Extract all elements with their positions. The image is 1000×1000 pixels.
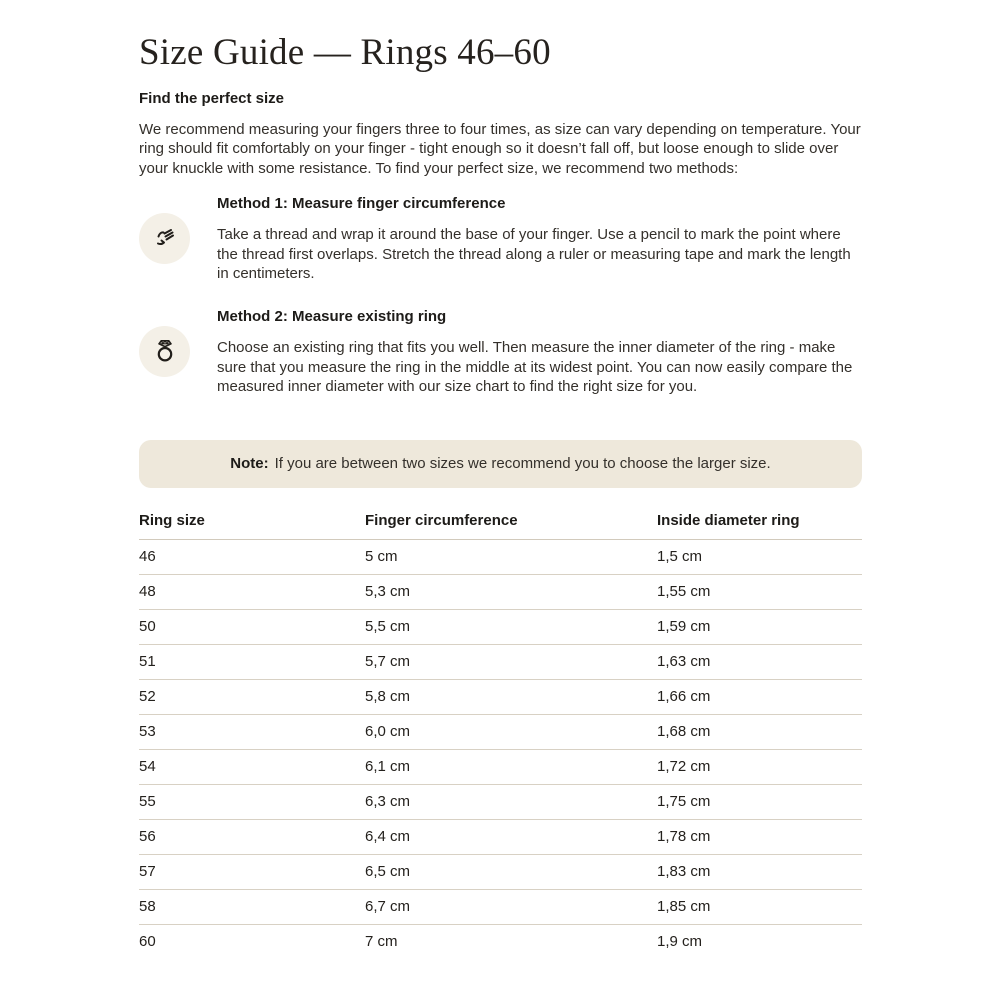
hand-measure-icon xyxy=(151,224,179,252)
intro-paragraph: We recommend measuring your fingers three to four times, as size can vary depending on temperature. Your ring should fit comfortably on your finger - tight enough so it doesn’t fall off, but loose enough to slide over your knuckle with some resistance. To find your perfect size, we recommend two methods: xyxy=(139,121,861,177)
table-row xyxy=(139,889,862,924)
ring-size-cell: 52 xyxy=(139,679,365,714)
table-row xyxy=(139,749,862,784)
finger-circumference-cell: 5,8 cm xyxy=(365,679,657,714)
method-1-heading: Method 1: Measure finger circumference xyxy=(217,194,506,212)
page-title: Size Guide — Rings 46–60 xyxy=(139,32,551,73)
ring-size-cell: 46 xyxy=(139,539,365,574)
finger-circumference-cell: 6,4 cm xyxy=(365,819,657,854)
inside-diameter-cell: 1,66 cm xyxy=(657,679,862,714)
table-row xyxy=(139,714,862,749)
table-row xyxy=(139,819,862,854)
inside-diameter-cell: 1,59 cm xyxy=(657,609,862,644)
finger-circumference-cell: 6,5 cm xyxy=(365,854,657,889)
finger-circumference-cell: 5 cm xyxy=(365,539,657,574)
method-1-body: Take a thread and wrap it around the base of your finger. Use a pencil to mark the point where the thread first overlaps. Stretch the thread along a ruler or measuring tape and mark the length in centimeters. xyxy=(217,226,851,282)
ring-size-cell: 54 xyxy=(139,749,365,784)
table-header-row xyxy=(139,512,862,540)
method-1-text xyxy=(217,196,862,283)
method-2-heading: Method 2: Measure existing ring xyxy=(217,307,447,325)
inside-diameter-cell: 1,5 cm xyxy=(657,539,862,574)
subtitle: Find the perfect size xyxy=(139,89,285,107)
ring-size-cell: 50 xyxy=(139,609,365,644)
table-row xyxy=(139,679,862,714)
ring-size-cell: 56 xyxy=(139,819,365,854)
table-row xyxy=(139,784,862,819)
table-row xyxy=(139,539,862,574)
header-ring-size: Ring size xyxy=(139,512,365,540)
ring-size-cell: 53 xyxy=(139,714,365,749)
ring-size-cell: 55 xyxy=(139,784,365,819)
size-table-body xyxy=(139,539,862,959)
header-finger-circumference: Finger circumference xyxy=(365,512,657,540)
table-row xyxy=(139,854,862,889)
ring-size-cell: 57 xyxy=(139,854,365,889)
method-2-text xyxy=(217,309,862,396)
ring-size-cell: 51 xyxy=(139,644,365,679)
inside-diameter-cell: 1,9 cm xyxy=(657,932,703,950)
method-2-section xyxy=(139,309,862,396)
method-2-body: Choose an existing ring that fits you well. Then measure the inner diameter of the ring - make sure that you measure the ring in the middle at its widest point. You can now easily compare the measured inner diameter with our size chart to find the right size for you. xyxy=(217,339,853,395)
diamond-ring-icon xyxy=(151,337,179,365)
finger-circumference-cell: 6,0 cm xyxy=(365,714,657,749)
table-row xyxy=(139,644,862,679)
finger-circumference-cell: 6,1 cm xyxy=(365,749,657,784)
inside-diameter-cell: 1,83 cm xyxy=(657,854,862,889)
inside-diameter-cell: 1,68 cm xyxy=(657,714,862,749)
method-2-icon-circle xyxy=(139,326,190,377)
table-row xyxy=(139,574,862,609)
inside-diameter-cell: 1,55 cm xyxy=(657,574,862,609)
inside-diameter-cell: 1,75 cm xyxy=(657,784,862,819)
ring-size-cell: 48 xyxy=(139,574,365,609)
ring-size-cell: 58 xyxy=(139,889,365,924)
note-box xyxy=(139,440,862,488)
method-1-section xyxy=(139,196,862,283)
ring-size-table xyxy=(139,512,862,959)
finger-circumference-cell: 5,3 cm xyxy=(365,574,657,609)
method-1-icon-circle xyxy=(139,213,190,264)
table-row xyxy=(139,924,862,959)
table-row xyxy=(139,609,862,644)
finger-circumference-cell: 6,3 cm xyxy=(365,784,657,819)
ring-size-cell: 60 xyxy=(139,932,156,950)
note-text: If you are between two sizes we recommend you to choose the larger size. xyxy=(274,455,771,473)
inside-diameter-cell: 1,63 cm xyxy=(657,644,862,679)
inside-diameter-cell: 1,85 cm xyxy=(657,889,862,924)
finger-circumference-cell: 5,5 cm xyxy=(365,609,657,644)
finger-circumference-cell: 6,7 cm xyxy=(365,889,657,924)
finger-circumference-cell: 7 cm xyxy=(365,932,398,950)
finger-circumference-cell: 5,7 cm xyxy=(365,644,657,679)
note-label: Note: xyxy=(230,455,269,473)
inside-diameter-cell: 1,72 cm xyxy=(657,749,862,784)
header-inside-diameter: Inside diameter ring xyxy=(657,512,862,540)
inside-diameter-cell: 1,78 cm xyxy=(657,819,862,854)
